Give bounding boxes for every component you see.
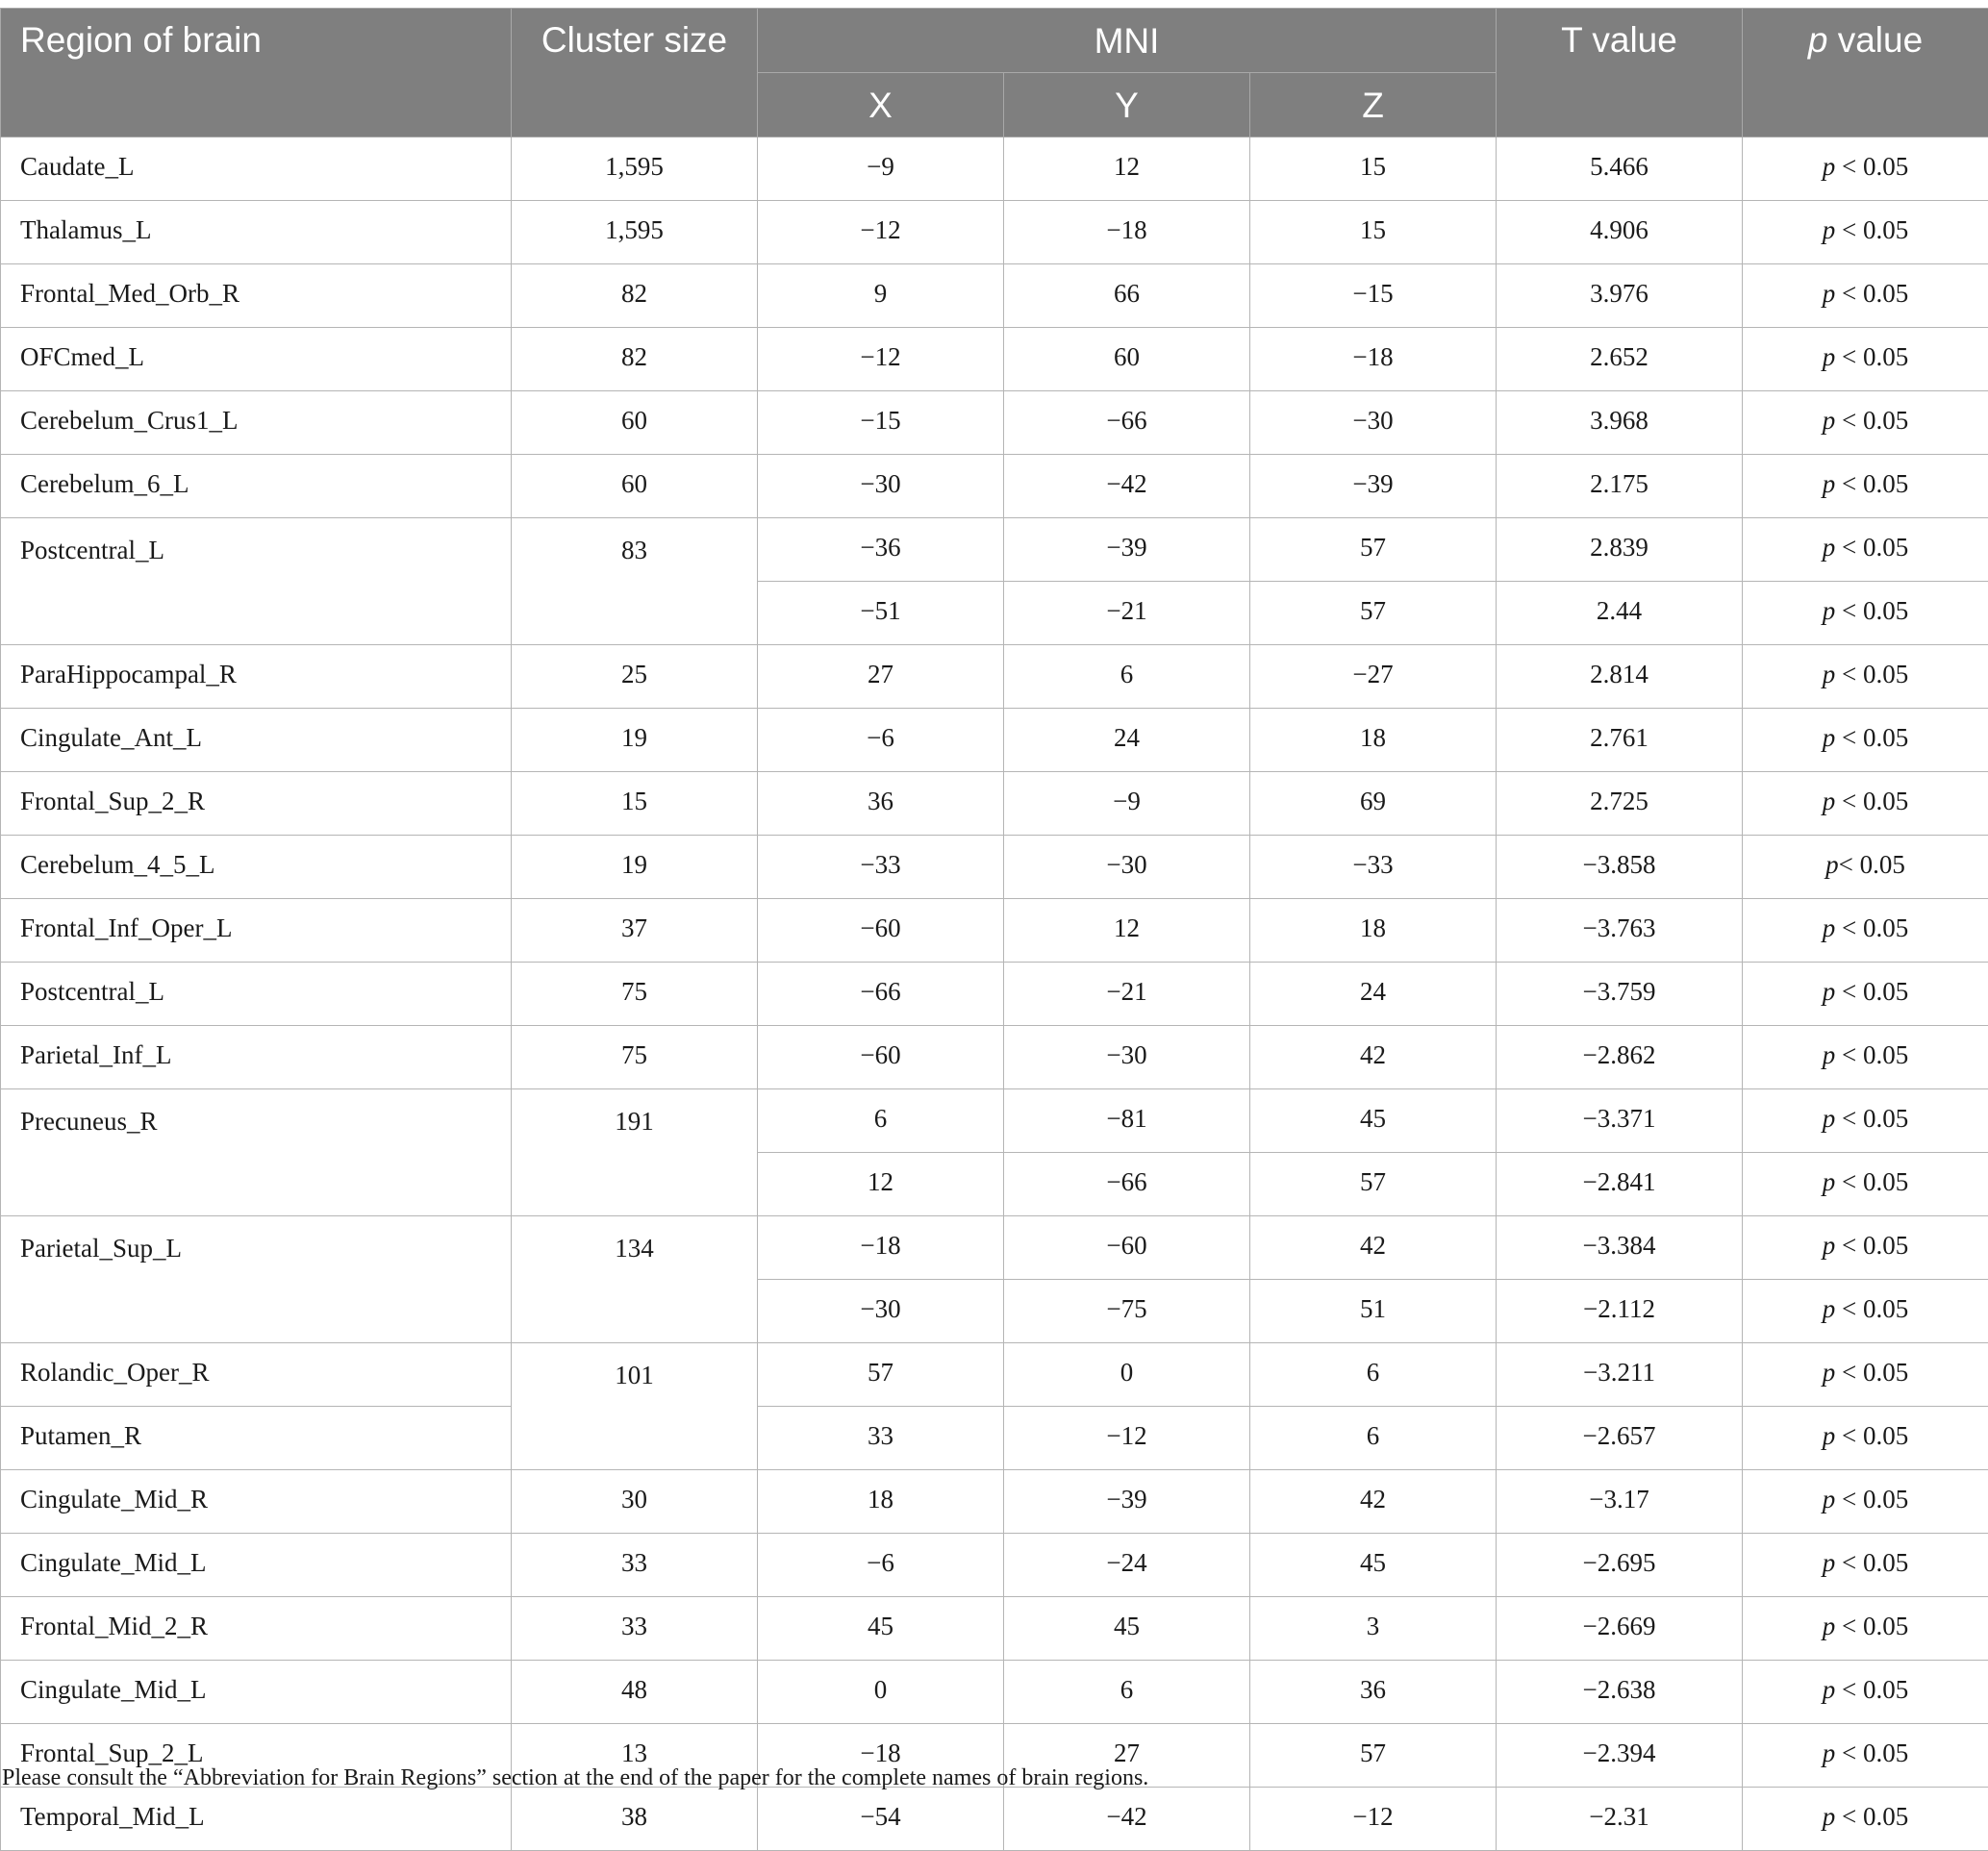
cell-t-value: −3.763 (1497, 899, 1743, 963)
table-row (1, 1407, 1988, 1470)
cell-p-value (1743, 1026, 1988, 1089)
table-row (1, 1089, 1988, 1153)
p-threshold: < 0.05 (1835, 152, 1908, 181)
cell-cluster-size: 15 (512, 772, 758, 836)
p-threshold: < 0.05 (1835, 406, 1908, 435)
cell-t-value: −3.371 (1497, 1089, 1743, 1153)
cell-cluster-size: 37 (512, 899, 758, 963)
cell-z: 57 (1250, 1724, 1497, 1788)
cell-cluster-size: 82 (512, 264, 758, 328)
cell-y: 12 (1004, 138, 1250, 201)
p-symbol: p (1823, 1040, 1836, 1069)
cell-cluster-size: 38 (512, 1788, 758, 1851)
cell-region: Cingulate_Mid_R (1, 1470, 512, 1534)
cell-region: Rolandic_Oper_R (1, 1343, 512, 1407)
cell-p-value (1743, 836, 1988, 899)
table-row (1, 709, 1988, 772)
table-row (1, 518, 1988, 582)
p-threshold: < 0.05 (1835, 215, 1908, 244)
cell-region: Frontal_Sup_2_R (1, 772, 512, 836)
cell-z: 45 (1250, 1534, 1497, 1597)
cell-t-value: −2.695 (1497, 1534, 1743, 1597)
cell-region: Precuneus_R (1, 1089, 512, 1216)
cell-cluster-size: 33 (512, 1597, 758, 1661)
cell-x: −6 (758, 1534, 1004, 1597)
cell-z: −39 (1250, 455, 1497, 518)
cell-y: −66 (1004, 391, 1250, 455)
cell-region: Cingulate_Mid_L (1, 1534, 512, 1597)
p-threshold: < 0.05 (1835, 913, 1908, 942)
p-threshold: < 0.05 (1835, 660, 1908, 688)
cell-y: 6 (1004, 645, 1250, 709)
cell-x: 12 (758, 1153, 1004, 1216)
p-threshold: < 0.05 (1835, 1294, 1908, 1323)
cell-x: −12 (758, 201, 1004, 264)
cell-z: 18 (1250, 709, 1497, 772)
cell-cluster-size: 191 (512, 1089, 758, 1216)
cell-x: 27 (758, 645, 1004, 709)
cell-region: ParaHippocampal_R (1, 645, 512, 709)
cell-y: 12 (1004, 899, 1250, 963)
cell-p-value (1743, 518, 1988, 582)
cell-x: −36 (758, 518, 1004, 582)
cell-p-value (1743, 455, 1988, 518)
cell-t-value: 2.839 (1497, 518, 1743, 582)
cell-region: Parietal_Sup_L (1, 1216, 512, 1343)
cell-x: 45 (758, 1597, 1004, 1661)
p-symbol: p (1823, 469, 1836, 498)
p-threshold: < 0.05 (1835, 787, 1908, 815)
p-symbol: p (1823, 1485, 1836, 1513)
table-row (1, 1026, 1988, 1089)
cell-y: −24 (1004, 1534, 1250, 1597)
table-row (1, 1216, 1988, 1280)
cell-region: Cerebelum_Crus1_L (1, 391, 512, 455)
cell-region: Cingulate_Mid_L (1, 1661, 512, 1724)
cell-y: −30 (1004, 1026, 1250, 1089)
cell-cluster-size: 19 (512, 709, 758, 772)
cell-cluster-size: 33 (512, 1534, 758, 1597)
cell-z: 36 (1250, 1661, 1497, 1724)
cell-y: 6 (1004, 1661, 1250, 1724)
p-threshold: < 0.05 (1835, 1738, 1908, 1767)
cell-y: −21 (1004, 963, 1250, 1026)
table-row (1, 201, 1988, 264)
cell-p-value (1743, 963, 1988, 1026)
cell-z: 6 (1250, 1407, 1497, 1470)
table-row (1, 455, 1988, 518)
cell-p-value (1743, 138, 1988, 201)
cell-x: −18 (758, 1724, 1004, 1788)
cell-t-value: −2.657 (1497, 1407, 1743, 1470)
p-symbol: p (1823, 1548, 1836, 1577)
p-symbol: p (1823, 1675, 1836, 1704)
cell-z: 15 (1250, 138, 1497, 201)
p-threshold: < 0.05 (1835, 1548, 1908, 1577)
cell-x: 33 (758, 1407, 1004, 1470)
cell-z: 3 (1250, 1597, 1497, 1661)
cell-region: Cerebelum_4_5_L (1, 836, 512, 899)
cell-z: 15 (1250, 201, 1497, 264)
cell-region: Thalamus_L (1, 201, 512, 264)
cell-t-value: −2.638 (1497, 1661, 1743, 1724)
table-row (1, 328, 1988, 391)
cell-z: −27 (1250, 645, 1497, 709)
cell-y: 24 (1004, 709, 1250, 772)
cell-z: −30 (1250, 391, 1497, 455)
cell-cluster-size: 48 (512, 1661, 758, 1724)
p-symbol: p (1823, 1231, 1836, 1260)
cell-cluster-size: 25 (512, 645, 758, 709)
cell-z: −12 (1250, 1788, 1497, 1851)
cell-y: −81 (1004, 1089, 1250, 1153)
p-threshold: < 0.05 (1835, 279, 1908, 308)
cell-x: −9 (758, 138, 1004, 201)
p-symbol: p (1823, 913, 1836, 942)
cell-y: −42 (1004, 1788, 1250, 1851)
cell-p-value (1743, 645, 1988, 709)
p-symbol: p (1823, 787, 1836, 815)
cell-z: 6 (1250, 1343, 1497, 1407)
p-symbol: p (1823, 1104, 1836, 1133)
cell-x: −51 (758, 582, 1004, 645)
cell-p-value (1743, 1280, 1988, 1343)
cell-z: −15 (1250, 264, 1497, 328)
cell-p-value (1743, 1153, 1988, 1216)
cell-t-value: −2.31 (1497, 1788, 1743, 1851)
cell-z: 42 (1250, 1026, 1497, 1089)
cell-y: 66 (1004, 264, 1250, 328)
header-cluster-size: Cluster size (512, 9, 758, 138)
p-threshold: < 0.05 (1835, 1167, 1908, 1196)
p-threshold: < 0.05 (1835, 1104, 1908, 1133)
cell-t-value: 2.761 (1497, 709, 1743, 772)
cell-p-value (1743, 201, 1988, 264)
cell-region: OFCmed_L (1, 328, 512, 391)
p-symbol: p (1823, 596, 1836, 625)
table-row (1, 138, 1988, 201)
cell-t-value: 3.968 (1497, 391, 1743, 455)
header-p-rest: value (1827, 20, 1923, 60)
cell-p-value (1743, 1343, 1988, 1407)
cell-cluster-size: 13 (512, 1724, 758, 1788)
cell-z: 57 (1250, 518, 1497, 582)
cell-cluster-size: 19 (512, 836, 758, 899)
cell-x: −6 (758, 709, 1004, 772)
table-row (1, 1534, 1988, 1597)
table-body (1, 138, 1988, 1851)
cell-t-value: 4.906 (1497, 201, 1743, 264)
table-row (1, 899, 1988, 963)
cell-z: 45 (1250, 1089, 1497, 1153)
cell-y: −66 (1004, 1153, 1250, 1216)
header-p-value (1743, 9, 1988, 138)
cell-t-value: 2.175 (1497, 455, 1743, 518)
cell-y: 0 (1004, 1343, 1250, 1407)
cell-t-value: −3.759 (1497, 963, 1743, 1026)
table-row (1, 963, 1988, 1026)
cell-y: −9 (1004, 772, 1250, 836)
cell-cluster-size: 134 (512, 1216, 758, 1343)
cell-y: −18 (1004, 201, 1250, 264)
p-symbol: p (1823, 1612, 1836, 1640)
cell-y: −30 (1004, 836, 1250, 899)
table-row (1, 264, 1988, 328)
cell-p-value (1743, 1597, 1988, 1661)
p-threshold: < 0.05 (1835, 723, 1908, 752)
cell-x: −18 (758, 1216, 1004, 1280)
cell-region: Cerebelum_6_L (1, 455, 512, 518)
p-symbol: p (1823, 279, 1836, 308)
cell-cluster-size: 83 (512, 518, 758, 645)
cell-x: −12 (758, 328, 1004, 391)
cell-x: −30 (758, 455, 1004, 518)
cell-x: −66 (758, 963, 1004, 1026)
p-symbol: p (1823, 1802, 1836, 1831)
table-row (1, 1788, 1988, 1851)
cell-cluster-size: 1,595 (512, 138, 758, 201)
p-threshold: < 0.05 (1835, 1231, 1908, 1260)
p-threshold: < 0.05 (1835, 1485, 1908, 1513)
cell-x: 36 (758, 772, 1004, 836)
cell-x: −60 (758, 899, 1004, 963)
cell-p-value (1743, 328, 1988, 391)
cell-t-value: −3.384 (1497, 1216, 1743, 1280)
header-y: Y (1004, 73, 1250, 138)
table-row (1, 1343, 1988, 1407)
p-threshold: < 0.05 (1835, 1802, 1908, 1831)
p-threshold: < 0.05 (1835, 1358, 1908, 1387)
cell-p-value (1743, 772, 1988, 836)
cell-p-value (1743, 1724, 1988, 1788)
table-row (1, 391, 1988, 455)
cell-t-value: −2.841 (1497, 1153, 1743, 1216)
cell-cluster-size: 60 (512, 391, 758, 455)
p-symbol: p (1825, 850, 1839, 879)
p-symbol: p (1823, 342, 1836, 371)
p-symbol: p (1823, 1738, 1836, 1767)
cell-y: 27 (1004, 1724, 1250, 1788)
cell-region: Frontal_Mid_2_R (1, 1597, 512, 1661)
cell-region: Postcentral_L (1, 963, 512, 1026)
cell-cluster-size: 60 (512, 455, 758, 518)
p-threshold: < 0.05 (1835, 469, 1908, 498)
cell-p-value (1743, 264, 1988, 328)
table-row (1, 1470, 1988, 1534)
p-threshold: < 0.05 (1839, 850, 1905, 879)
cell-y: 60 (1004, 328, 1250, 391)
header-region: Region of brain (1, 9, 512, 138)
table-header (1, 9, 1988, 138)
p-symbol: p (1823, 1167, 1836, 1196)
cell-t-value: 2.725 (1497, 772, 1743, 836)
cell-cluster-size: 75 (512, 1026, 758, 1089)
cell-z: 18 (1250, 899, 1497, 963)
table-row (1, 772, 1988, 836)
header-x: X (758, 73, 1004, 138)
cell-region: Parietal_Inf_L (1, 1026, 512, 1089)
cell-cluster-size: 101 (512, 1343, 758, 1470)
cell-p-value (1743, 1534, 1988, 1597)
cell-t-value: 5.466 (1497, 138, 1743, 201)
p-symbol: p (1823, 1421, 1836, 1450)
cell-y: −60 (1004, 1216, 1250, 1280)
p-threshold: < 0.05 (1835, 342, 1908, 371)
p-symbol: p (1823, 215, 1836, 244)
cell-x: −54 (758, 1788, 1004, 1851)
cell-z: 42 (1250, 1216, 1497, 1280)
p-threshold: < 0.05 (1835, 977, 1908, 1006)
table-row (1, 645, 1988, 709)
cell-z: 24 (1250, 963, 1497, 1026)
cell-x: −30 (758, 1280, 1004, 1343)
cell-cluster-size: 75 (512, 963, 758, 1026)
cell-z: 69 (1250, 772, 1497, 836)
header-p-italic: p (1808, 20, 1828, 60)
cell-t-value: −3.858 (1497, 836, 1743, 899)
table-row (1, 1597, 1988, 1661)
brain-regions-table (0, 8, 1988, 1851)
cell-t-value: −3.211 (1497, 1343, 1743, 1407)
cell-t-value: 3.976 (1497, 264, 1743, 328)
cell-p-value (1743, 1407, 1988, 1470)
table-row (1, 1661, 1988, 1724)
cell-p-value (1743, 582, 1988, 645)
cell-t-value: 2.44 (1497, 582, 1743, 645)
cell-p-value (1743, 899, 1988, 963)
cell-t-value: −3.17 (1497, 1470, 1743, 1534)
cell-x: −60 (758, 1026, 1004, 1089)
cell-t-value: 2.814 (1497, 645, 1743, 709)
cell-region: Caudate_L (1, 138, 512, 201)
p-symbol: p (1823, 152, 1836, 181)
p-threshold: < 0.05 (1835, 1675, 1908, 1704)
cell-z: 42 (1250, 1470, 1497, 1534)
cell-x: −33 (758, 836, 1004, 899)
cell-cluster-size: 1,595 (512, 201, 758, 264)
p-symbol: p (1823, 977, 1836, 1006)
p-threshold: < 0.05 (1835, 1040, 1908, 1069)
cell-cluster-size: 30 (512, 1470, 758, 1534)
cell-y: −12 (1004, 1407, 1250, 1470)
p-symbol: p (1823, 1294, 1836, 1323)
p-symbol: p (1823, 660, 1836, 688)
p-threshold: < 0.05 (1835, 533, 1908, 562)
cell-z: 57 (1250, 582, 1497, 645)
cell-t-value: −2.112 (1497, 1280, 1743, 1343)
cell-t-value: −2.669 (1497, 1597, 1743, 1661)
cell-y: −39 (1004, 1470, 1250, 1534)
cell-x: −15 (758, 391, 1004, 455)
cell-p-value (1743, 391, 1988, 455)
cell-z: −18 (1250, 328, 1497, 391)
cell-z: 51 (1250, 1280, 1497, 1343)
cell-x: 6 (758, 1089, 1004, 1153)
cell-p-value (1743, 709, 1988, 772)
p-symbol: p (1823, 723, 1836, 752)
cell-region: Temporal_Mid_L (1, 1788, 512, 1851)
cell-region: Cingulate_Ant_L (1, 709, 512, 772)
p-symbol: p (1823, 406, 1836, 435)
cell-region: Postcentral_L (1, 518, 512, 645)
cell-t-value: 2.652 (1497, 328, 1743, 391)
table-footnote: Please consult the “Abbreviation for Brain Regions” section at the end of the paper for the complete names of brain regions. (2, 1765, 1148, 1791)
cell-z: −33 (1250, 836, 1497, 899)
p-threshold: < 0.05 (1835, 1421, 1908, 1450)
cell-y: 45 (1004, 1597, 1250, 1661)
cell-p-value (1743, 1089, 1988, 1153)
header-z: Z (1250, 73, 1497, 138)
cell-z: 57 (1250, 1153, 1497, 1216)
cell-x: 9 (758, 264, 1004, 328)
cell-x: 0 (758, 1661, 1004, 1724)
cell-region: Frontal_Sup_2_L (1, 1724, 512, 1788)
cell-p-value (1743, 1470, 1988, 1534)
cell-t-value: −2.394 (1497, 1724, 1743, 1788)
table-row (1, 836, 1988, 899)
p-threshold: < 0.05 (1835, 1612, 1908, 1640)
cell-region: Frontal_Med_Orb_R (1, 264, 512, 328)
p-threshold: < 0.05 (1835, 596, 1908, 625)
cell-x: 18 (758, 1470, 1004, 1534)
cell-p-value (1743, 1661, 1988, 1724)
cell-p-value (1743, 1788, 1988, 1851)
cell-y: −21 (1004, 582, 1250, 645)
cell-p-value (1743, 1216, 1988, 1280)
p-symbol: p (1823, 1358, 1836, 1387)
header-mni: MNI (758, 9, 1497, 73)
cell-t-value: −2.862 (1497, 1026, 1743, 1089)
cell-y: −42 (1004, 455, 1250, 518)
p-symbol: p (1823, 533, 1836, 562)
cell-cluster-size: 82 (512, 328, 758, 391)
cell-region: Frontal_Inf_Oper_L (1, 899, 512, 963)
header-t-value: T value (1497, 9, 1743, 138)
cell-region: Putamen_R (1, 1407, 512, 1470)
cell-y: −75 (1004, 1280, 1250, 1343)
cell-x: 57 (758, 1343, 1004, 1407)
cell-y: −39 (1004, 518, 1250, 582)
